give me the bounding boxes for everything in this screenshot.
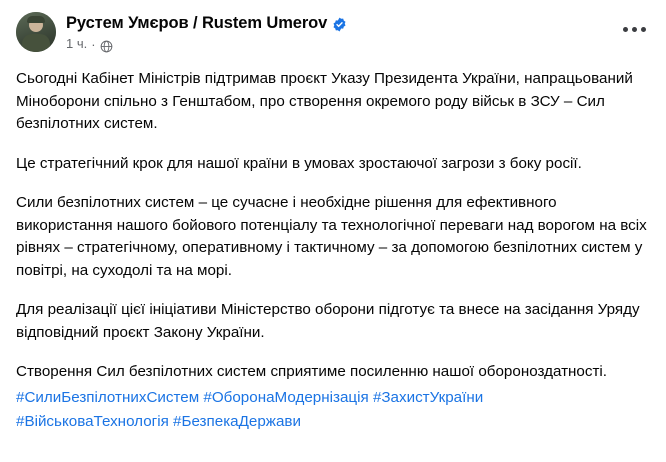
post-meta [66,36,347,52]
avatar[interactable] [16,12,56,52]
hashtag-list [16,386,650,434]
post-paragraph: Для реалізації цієї ініціативи Міністерство оборони підготує та внесе на засідання Уряду відповідний проєкт Закону України. [16,301,640,341]
hashtag-link[interactable]: #СилиБезпілотнихСистем [16,388,200,406]
hashtag-link[interactable]: #ВійськоваТехнологія [16,412,169,430]
hashtag-link[interactable]: #БезпекаДержави [173,412,301,430]
post-header-text [66,12,347,52]
post-paragraph: Сьогодні Кабінет Міністрів підтримав проєкт Указу Президента України, напрацьований Міноборони спільно з Генштабом, про створення окремого роду військ в ЗСУ – Сил безпілотних систем. [16,70,633,132]
more-options-button[interactable] [618,18,650,40]
author-name[interactable]: Рустем Умєров / Rustem Umerov [66,14,328,32]
hashtag-link[interactable]: #ОборонаМодернізація [203,388,369,406]
avatar-cap [27,16,45,23]
post-paragraph: Це стратегічний крок для нашої країни в умовах зростаючої загрози з боку росії. [16,154,582,172]
post-paragraph: Сили безпілотних систем – це сучасне і необхідне рішення для ефективного використання нашого бойового потенціалу та технологічної переваги над ворогом на всіх рівнях – стратегічному, оперативному і тактичному – за допомогою безпілотних систем у повітрі, на суходолі та на морі. [16,194,647,279]
verified-badge-icon [332,17,347,32]
hashtag-link[interactable]: #ЗахистУкраїни [372,388,484,406]
dot-icon [641,27,646,32]
avatar-body [22,34,50,52]
dot-icon [623,27,628,32]
hashtag-line [16,386,650,410]
dot-icon [632,27,637,32]
post-timestamp[interactable]: 1 ч. [66,36,88,51]
meta-separator: · [91,36,96,52]
post-paragraph: Створення Сил безпілотних систем сприятиме посиленню нашої обороноздатності. [16,363,608,380]
post-body [16,68,650,384]
post-header [16,12,650,54]
hashtag-line [16,410,650,434]
globe-icon[interactable] [100,40,113,53]
author-row [66,13,347,33]
